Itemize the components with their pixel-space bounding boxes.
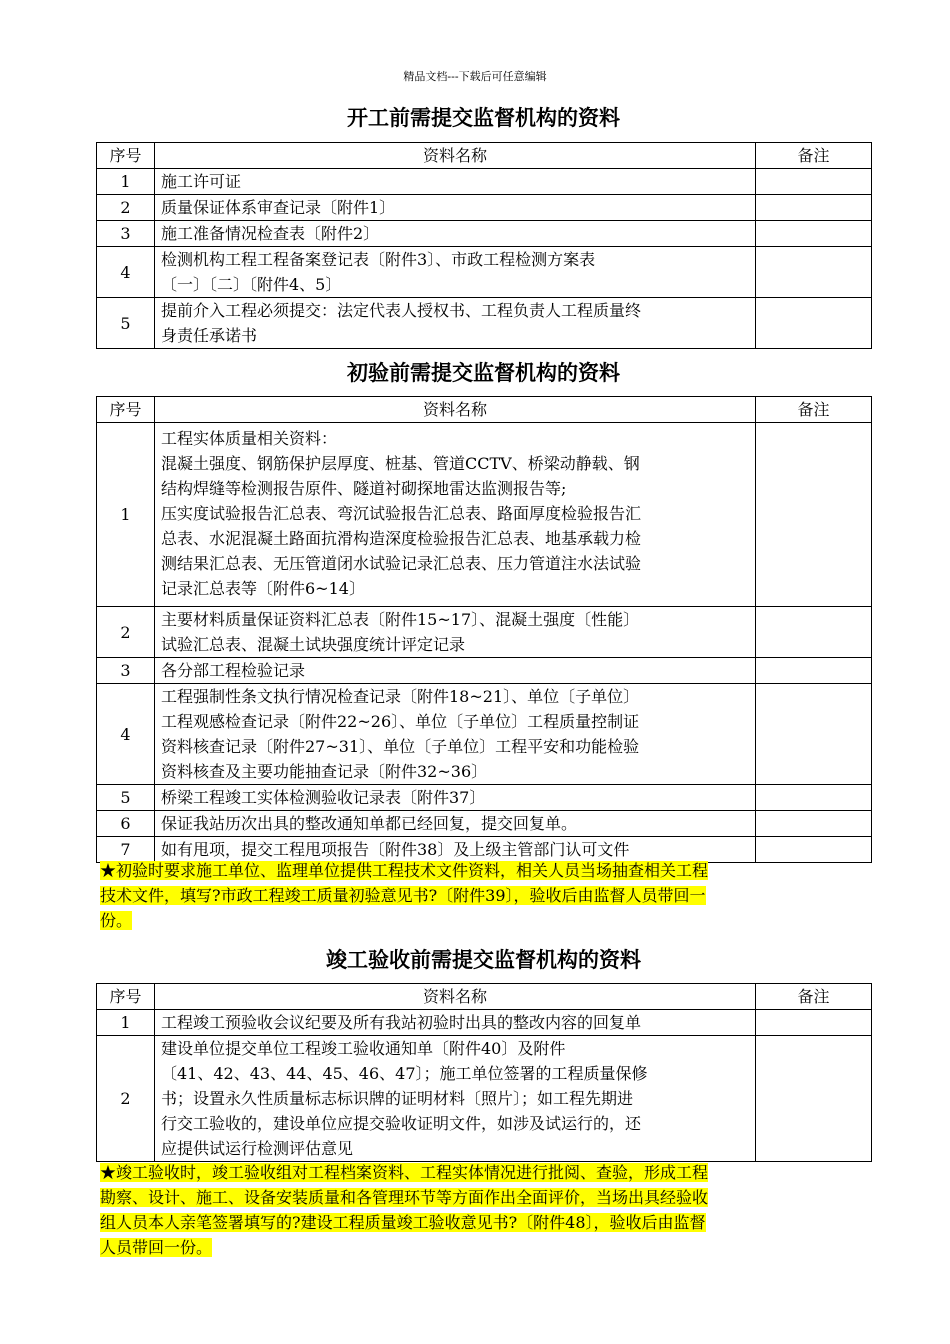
table-start-materials [96,142,872,349]
row-line: 施工许可证 [161,172,242,191]
row-line: 书；设置永久性质量标志标识牌的证明材料〔照片〕；如工程先期进 [161,1089,634,1108]
row-line: 行交工验收的，建设单位应提交验收证明文件，如涉及试运行的，还 [161,1114,642,1133]
row-name [155,247,756,298]
row-number: 2 [97,195,155,221]
table-row [97,684,872,785]
row-remark [756,684,872,785]
row-number: 3 [97,658,155,684]
header-name: 资料名称 [155,143,756,169]
table-header-row [97,397,872,423]
row-line: 试验汇总表、混凝土试块强度统计评定记录 [161,635,466,654]
row-line: 结构焊缝等检测报告原件、隧道衬砌探地雷达监测报告等; [161,479,567,498]
note-line: 勘察、设计、施工、设备安装质量和各管理环节等方面作出全面评价，当场出具经验收 [100,1188,709,1207]
table-row [97,607,872,658]
table-completion-materials [96,983,872,1162]
row-number: 5 [97,785,155,811]
row-number: 1 [97,1010,155,1036]
note-line: 组人员本人亲笔签署填写的?建设工程质量竣工验收意见书?〔附件48〕，验收后由监督 [100,1213,706,1232]
note-line: ★初验时要求施工单位、监理单位提供工程技术文件资料，相关人员当场抽查相关工程 [100,861,709,880]
note-line: ★竣工验收时，竣工验收组对工程档案资料、工程实体情况进行批阅、查验，形成工程 [100,1163,709,1182]
row-line: 身责任承诺书 [161,326,258,345]
row-remark [756,1036,872,1162]
row-line: 提前介入工程必须提交：法定代表人授权书、工程负责人工程质量终 [161,301,642,320]
row-line: 施工准备情况检查表〔附件2〕 [161,224,380,243]
row-line: 工程观感检查记录〔附件22~26〕、单位〔子单位〕工程质量控制证 [161,712,640,731]
row-number: 2 [97,607,155,658]
table-row [97,221,872,247]
row-name [155,221,756,247]
row-name [155,684,756,785]
row-line: 资料核查记录〔附件27~31〕、单位〔子单位〕工程平安和功能检验 [161,737,640,756]
table-row [97,658,872,684]
row-name [155,1036,756,1162]
row-number: 4 [97,247,155,298]
preliminary-inspection-note [100,858,850,933]
row-number: 6 [97,811,155,837]
row-line: 资料核查及主要功能抽查记录〔附件32~36〕 [161,762,488,781]
row-remark [756,607,872,658]
header-name: 资料名称 [155,397,756,423]
table-row [97,423,872,607]
table-row [97,1036,872,1162]
row-line: 检测机构工程工程备案登记表〔附件3〕、市政工程检测方案表 [161,250,596,269]
row-number: 1 [97,169,155,195]
row-line: 应提供试运行检测评估意见 [161,1139,354,1158]
row-line: 混凝土强度、钢筋保护层厚度、桩基、管道CCTV、桥梁动静载、钢 [161,454,640,473]
section-title-preliminary: 初验前需提交监督机构的资料 [347,360,620,385]
table-preliminary-materials [96,396,872,863]
row-name [155,785,756,811]
table-header-row [97,143,872,169]
row-remark [756,298,872,349]
row-line: 工程实体质量相关资料： [161,429,338,448]
row-number: 3 [97,221,155,247]
row-number: 7 [97,837,155,863]
row-name [155,298,756,349]
table-row [97,247,872,298]
note-line: 人员带回一份。 [100,1238,213,1257]
row-number: 2 [97,1036,155,1162]
row-line: 总表、水泥混凝土路面抗滑构造深度检验报告汇总表、地基承载力检 [161,529,642,548]
row-name [155,195,756,221]
row-remark [756,247,872,298]
row-line: 各分部工程检验记录 [161,661,306,680]
row-remark [756,423,872,607]
table-row [97,811,872,837]
completion-acceptance-note [100,1160,850,1260]
row-line: 质量保证体系审查记录〔附件1〕 [161,198,396,217]
header-no: 序号 [97,984,155,1010]
row-line: 〔41、42、43、44、45、46、47〕；施工单位签署的工程质量保修 [161,1064,648,1083]
row-line: 保证我站历次出具的整改通知单都已经回复，提交回复单。 [161,814,578,833]
header-remark: 备注 [756,397,872,423]
table-row [97,298,872,349]
row-line: 压实度试验报告汇总表、弯沉试验报告汇总表、路面厚度检验报告汇 [161,504,642,523]
row-name [155,423,756,607]
row-line: 工程竣工预验收会议纪要及所有我站初验时出具的整改内容的回复单 [161,1013,642,1032]
row-remark [756,169,872,195]
row-number: 4 [97,684,155,785]
row-line: 〔一〕〔二〕〔附件4、5〕 [161,275,342,294]
table-row [97,195,872,221]
table-row [97,1010,872,1036]
row-remark [756,658,872,684]
row-name [155,658,756,684]
header-no: 序号 [97,397,155,423]
section-title-completion: 竣工验收前需提交监督机构的资料 [326,947,641,972]
row-line: 桥梁工程竣工实体检测验收记录表〔附件37〕 [161,788,486,807]
header-remark: 备注 [756,143,872,169]
row-number: 1 [97,423,155,607]
row-line: 记录汇总表等〔附件6~14〕 [161,579,365,598]
row-name [155,811,756,837]
note-line: 技术文件，填写?市政工程竣工质量初验意见书?〔附件39〕，验收后由监督人员带回一 [100,886,706,905]
header-no: 序号 [97,143,155,169]
row-line: 工程强制性条文执行情况检查记录〔附件18~21〕、单位〔子单位〕 [161,687,640,706]
row-line: 测结果汇总表、无压管道闭水试验记录汇总表、压力管道注水法试验 [161,554,642,573]
row-remark [756,811,872,837]
row-line: 主要材料质量保证资料汇总表〔附件15~17〕、混凝土强度〔性能〕 [161,610,640,629]
row-remark [756,785,872,811]
row-line: 建设单位提交单位工程竣工验收通知单〔附件40〕及附件 [161,1039,566,1058]
section-title-start: 开工前需提交监督机构的资料 [347,105,620,130]
table-row [97,785,872,811]
header-note: 精品文档---下载后可任意编辑 [403,70,547,83]
row-name [155,1010,756,1036]
header-name: 资料名称 [155,984,756,1010]
row-remark [756,221,872,247]
table-header-row [97,984,872,1010]
header-remark: 备注 [756,984,872,1010]
table-row [97,169,872,195]
note-line: 份。 [100,911,133,930]
row-name [155,169,756,195]
row-name [155,607,756,658]
row-remark [756,195,872,221]
row-line: 如有甩项，提交工程甩项报告〔附件38〕及上级主管部门认可文件 [161,840,630,859]
row-number: 5 [97,298,155,349]
row-remark [756,1010,872,1036]
